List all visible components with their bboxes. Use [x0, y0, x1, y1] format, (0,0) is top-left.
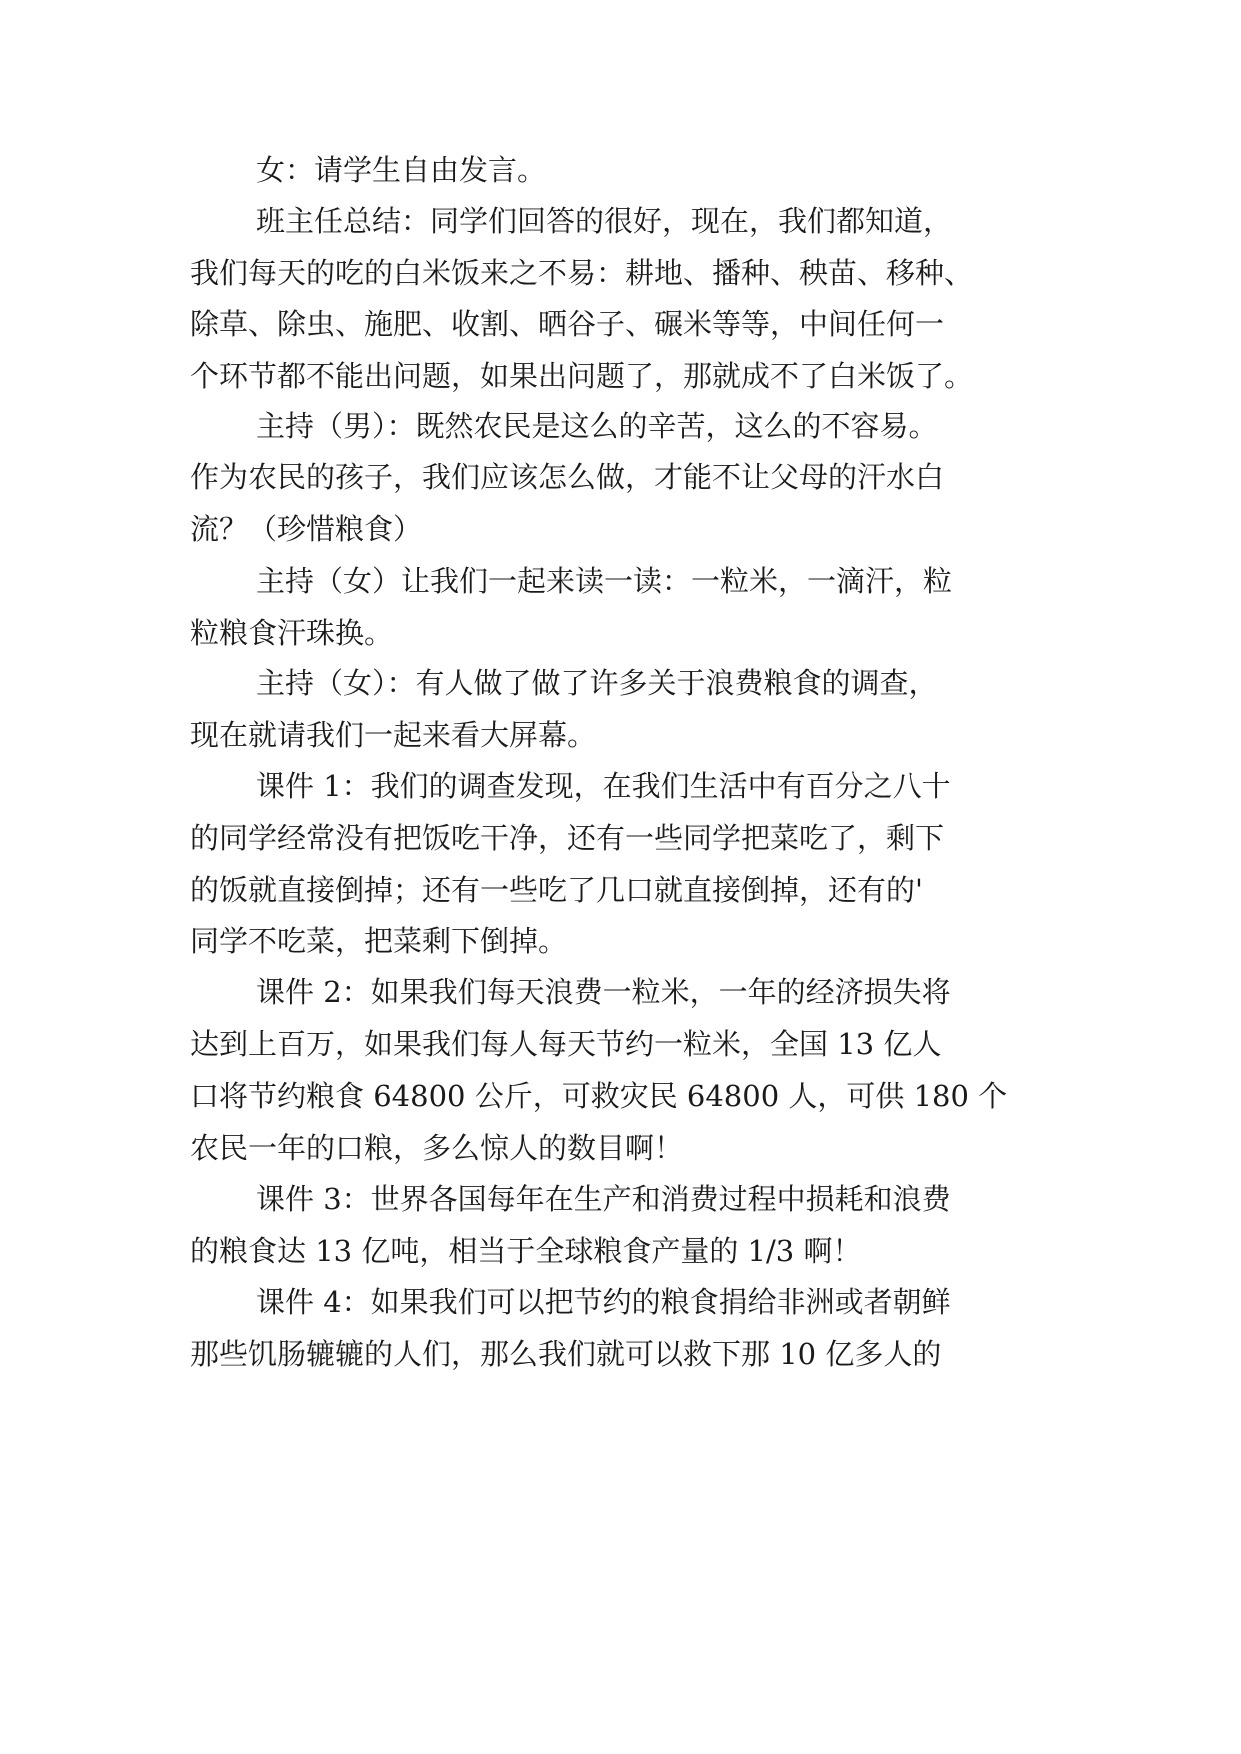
text-line: 流？（珍惜粮食） — [190, 512, 423, 546]
text-line: 除草、除虫、施肥、收割、晒谷子、碾米等等，中间任何一 — [190, 307, 945, 341]
text-line: 我们每天的吃的白米饭来之不易：耕地、播种、秧苗、移种、 — [190, 256, 974, 290]
text-line: 农民一年的口粮，多么惊人的数目啊！ — [190, 1131, 684, 1165]
text-line: 课件 1：我们的调查发现，在我们生活中有百分之八十 — [256, 769, 951, 803]
text-line: 口将节约粮食 64800 公斤，可救灾民 64800 人，可供 180 个 — [190, 1079, 1008, 1113]
text-line: 课件 4：如果我们可以把节约的粮食捐给非洲或者朝鲜 — [256, 1285, 951, 1319]
text-line: 主持（女）：有人做了做了许多关于浪费粮食的调查， — [256, 666, 938, 700]
text-line: 女：请学生自由发言。 — [256, 153, 547, 187]
text-line: 现在就请我们一起来看大屏幕。 — [190, 718, 597, 752]
text-line: 个环节都不能出问题，如果出问题了，那就成不了白米饭了。 — [190, 359, 974, 393]
text-line: 的同学经常没有把饭吃干净，还有一些同学把菜吃了，剩下 — [190, 821, 945, 855]
text-line: 主持（男）：既然农民是这么的辛苦，这么的不容易。 — [256, 409, 938, 443]
text-line: 主持（女）让我们一起来读一读：一粒米，一滴汗，粒 — [256, 564, 953, 598]
text-line: 的饭就直接倒掉；还有一些吃了几口就直接倒掉，还有的' — [190, 873, 923, 907]
text-line: 作为农民的孩子，我们应该怎么做，才能不让父母的汗水白 — [190, 460, 945, 494]
text-line: 课件 2：如果我们每天浪费一粒米，一年的经济损失将 — [256, 975, 951, 1009]
text-line: 的粮食达 13 亿吨，相当于全球粮食产量的 1/3 啊！ — [190, 1234, 862, 1268]
text-line: 达到上百万，如果我们每人每天节约一粒米，全国 13 亿人 — [190, 1027, 942, 1061]
text-line: 那些饥肠辘辘的人们，那么我们就可以救下那 10 亿多人的 — [190, 1337, 942, 1371]
text-line: 同学不吃菜，把菜剩下倒掉。 — [190, 924, 568, 958]
text-line: 粒粮食汗珠换。 — [190, 616, 394, 650]
text-line: 班主任总结：同学们回答的很好，现在，我们都知道， — [256, 204, 953, 238]
text-line: 课件 3：世界各国每年在生产和消费过程中损耗和浪费 — [256, 1182, 951, 1216]
